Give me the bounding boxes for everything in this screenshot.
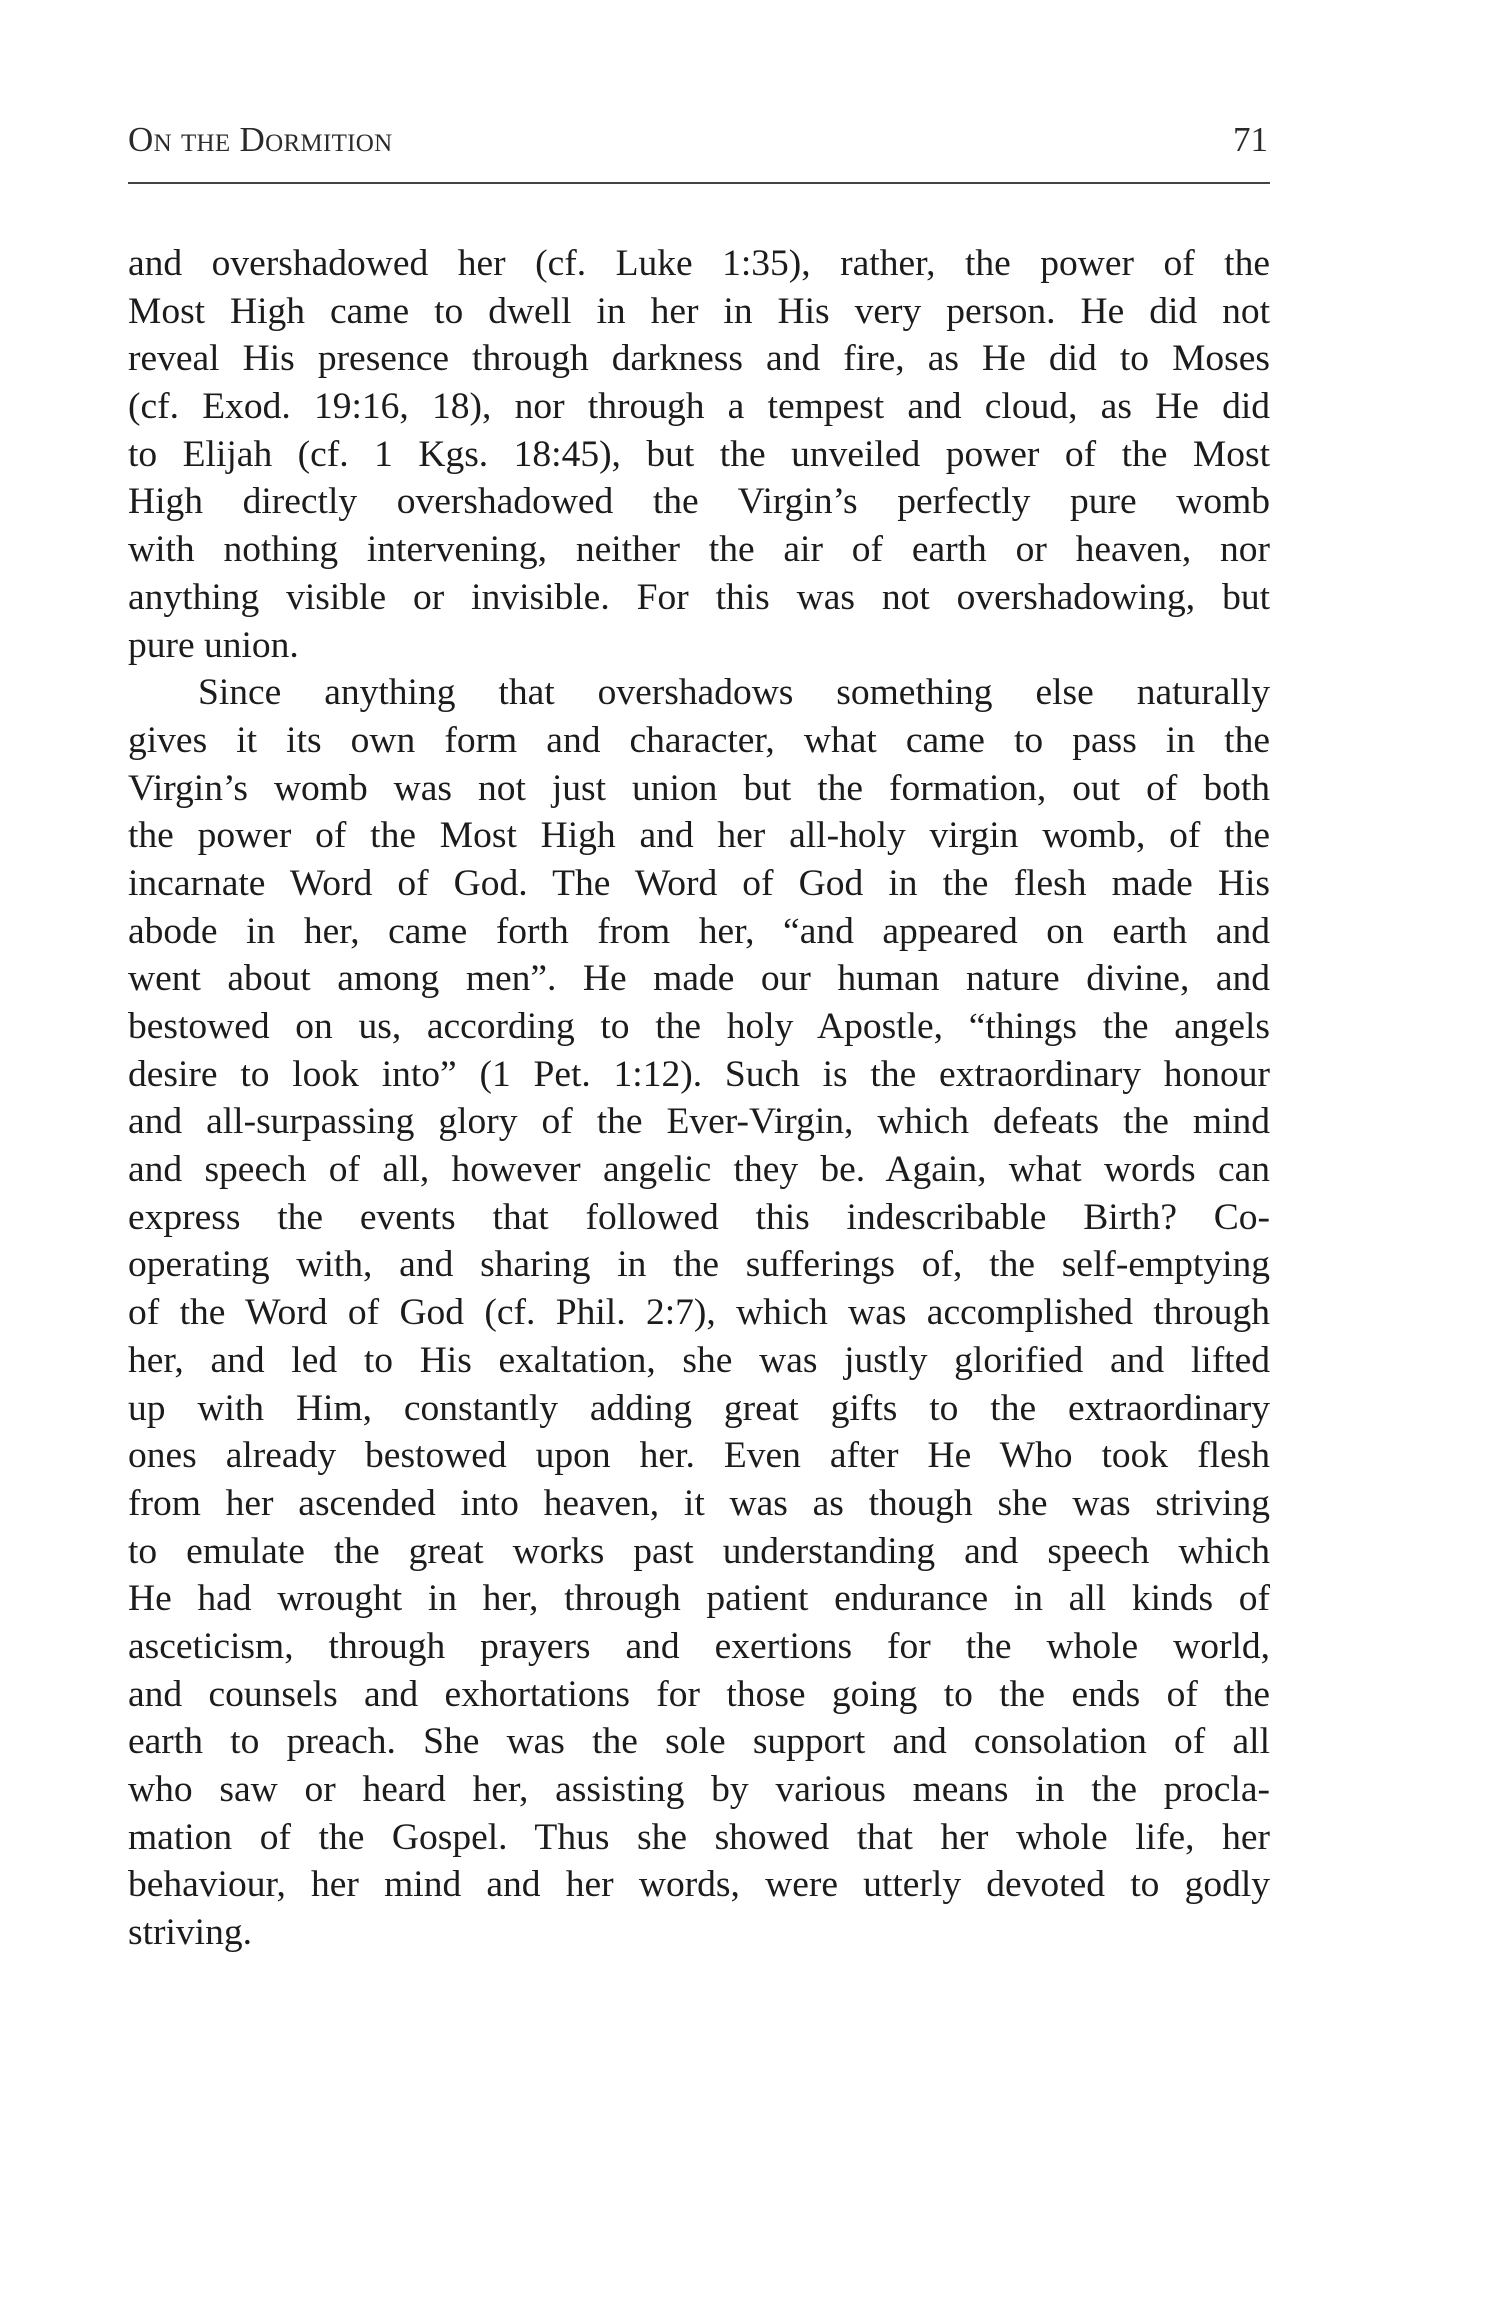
running-head-title: On the Dormition	[128, 120, 393, 159]
text-line: mation of the Gospel. Thus she showed that her whole life, her	[128, 1816, 1270, 1858]
text-line: incarnate Word of God. The Word of God in the flesh made His	[128, 862, 1270, 904]
paragraph-2	[128, 669, 1270, 1957]
text-line: High directly overshadowed the Virgin’s perfectly pure womb	[128, 481, 1270, 523]
running-head	[128, 118, 1270, 162]
text-line: striving.	[128, 1912, 252, 1954]
body-text	[128, 240, 1270, 1957]
text-line: operating with, and sharing in the sufferings of, the self-emptying	[128, 1244, 1270, 1286]
text-line: up with Him, constantly adding great gifts to the extraordinary	[128, 1387, 1270, 1429]
text-line: asceticism, through prayers and exertions for the whole world,	[128, 1625, 1270, 1667]
text-line: ones already bestowed upon her. Even after He Who took flesh	[128, 1435, 1270, 1477]
text-line: and all-surpassing glory of the Ever-Virgin, which defeats the mind	[128, 1101, 1270, 1143]
text-line: abode in her, came forth from her, “and appeared on earth and	[128, 910, 1270, 952]
text-line: gives it its own form and character, what came to pass in the	[128, 719, 1270, 761]
text-line: with nothing intervening, neither the air of earth or heaven, nor	[128, 529, 1270, 571]
text-line: the power of the Most High and her all-holy virgin womb, of the	[128, 815, 1270, 857]
text-line: earth to preach. She was the sole support and consolation of all	[128, 1721, 1270, 1763]
text-line: went about among men”. He made our human nature divine, and	[128, 958, 1270, 1000]
text-line: to Elijah (cf. 1 Kgs. 18:45), but the unveiled power of the Most	[128, 433, 1270, 475]
text-line: and overshadowed her (cf. Luke 1:35), rather, the power of the	[128, 243, 1270, 284]
text-line: anything visible or invisible. For this was not overshadowing, but	[128, 576, 1270, 618]
text-line: reveal His presence through darkness and fire, as He did to Moses	[128, 338, 1270, 380]
text-line: of the Word of God (cf. Phil. 2:7), which was accomplished through	[128, 1292, 1270, 1334]
text-line: behaviour, her mind and her words, were utterly devoted to godly	[128, 1864, 1270, 1906]
text-line: and speech of all, however angelic they be. Again, what words can	[128, 1149, 1270, 1191]
text-line: pure union.	[128, 624, 299, 666]
text-line: bestowed on us, according to the holy Apostle, “things the angels	[128, 1006, 1270, 1047]
text-line: from her ascended into heaven, it was as though she was striving	[128, 1482, 1270, 1524]
text-line: Virgin’s womb was not just union but the formation, out of both	[128, 767, 1270, 809]
text-line: Most High came to dwell in her in His very person. He did not	[128, 290, 1270, 332]
text-line: her, and led to His exaltation, she was justly glorified and lifted	[128, 1339, 1270, 1381]
text-line: express the events that followed this indescribable Birth? Co-	[128, 1196, 1270, 1238]
header-rule	[128, 182, 1270, 184]
text-line: desire to look into” (1 Pet. 1:12). Such is the extraordinary honour	[128, 1053, 1270, 1095]
text-line: Since anything that overshadows something else naturally	[198, 672, 1270, 714]
text-line: to emulate the great works past understanding and speech which	[128, 1530, 1270, 1572]
page-number: 71	[1233, 120, 1268, 159]
paragraph-1	[128, 240, 1270, 669]
text-line: and counsels and exhortations for those going to the ends of the	[128, 1673, 1270, 1715]
text-line: who saw or heard her, assisting by various means in the procla-	[128, 1769, 1270, 1810]
text-line: He had wrought in her, through patient endurance in all kinds of	[128, 1578, 1270, 1620]
text-line: (cf. Exod. 19:16, 18), nor through a tempest and cloud, as He did	[128, 386, 1270, 428]
